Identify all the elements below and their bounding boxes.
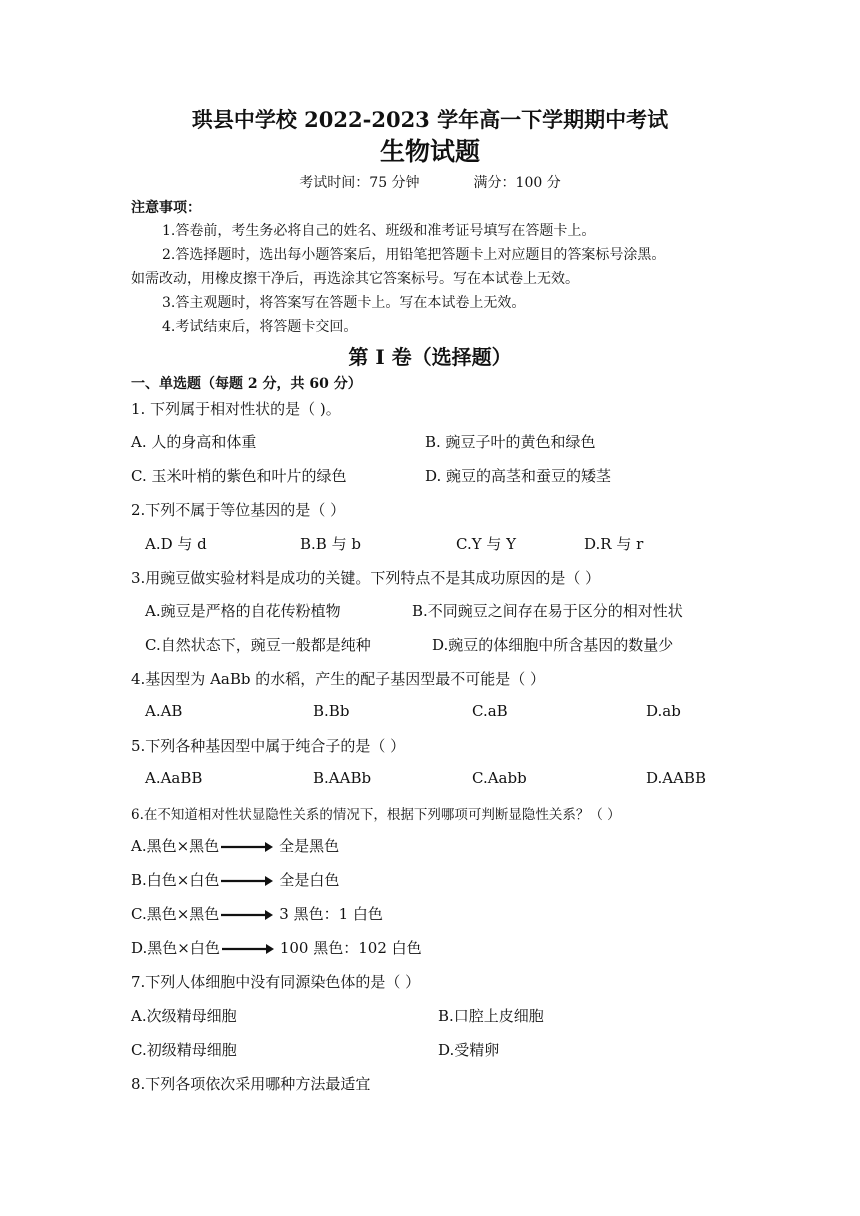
cross-result: 全是白色 <box>279 871 340 889</box>
option: B.Bb <box>313 702 350 720</box>
arrow-icon <box>221 841 273 853</box>
option: B.AABb <box>313 769 372 787</box>
option: C.Y 与 Y <box>456 535 517 553</box>
notice-item: 2.答选择题时，选出每小题答案后，用铅笔把答题卡上对应题目的答案标号涂黑。 <box>162 247 666 263</box>
option: A.D 与 d <box>145 535 207 553</box>
question-stem: 8.下列各项依次采用哪种方法最适宜 <box>131 1075 371 1093</box>
option: D.AABB <box>646 769 706 787</box>
cross-parents: B.白色×白色 <box>131 871 220 889</box>
option: D. 豌豆的高茎和蚕豆的矮茎 <box>425 467 612 485</box>
question-stem: 7.下列人体细胞中没有同源染色体的是（ ） <box>131 973 421 991</box>
arrow-icon <box>221 909 273 921</box>
option: D.受精卵 <box>438 1041 500 1059</box>
notice-item: 4.考试结束后，将答题卡交回。 <box>162 319 358 335</box>
cross-result: 全是黑色 <box>279 837 340 855</box>
notice-heading: 注意事项： <box>131 200 201 216</box>
cross-option <box>131 835 339 856</box>
full-score: 满分：100 分 <box>473 175 561 191</box>
section-part: 一、单选题（每题 2 分，共 60 分） <box>131 376 362 392</box>
notice-item: 3.答主观题时，将答案写在答题卡上。写在本试卷上无效。 <box>162 295 526 311</box>
option: B.口腔上皮细胞 <box>438 1007 544 1025</box>
question-stem: 1. 下列属于相对性状的是（ )。 <box>131 400 341 418</box>
option: D.R 与 r <box>584 535 644 553</box>
cross-parents: D.黑色×白色 <box>131 939 220 957</box>
option: A.次级精母细胞 <box>131 1007 237 1025</box>
exam-title: 珙县中学校 2022-2023 学年高一下学期期中考试 <box>191 107 669 132</box>
cross-result: 100 黑色：102 白色 <box>279 939 422 957</box>
option: C.aB <box>472 702 508 720</box>
question-stem: 4.基因型为 AaBb 的水稻，产生的配子基因型最不可能是（ ） <box>131 670 546 688</box>
cross-option <box>131 937 422 958</box>
option: C. 玉米叶梢的紫色和叶片的绿色 <box>131 467 347 485</box>
option: A.AB <box>145 702 183 720</box>
question-stem: 2.下列不属于等位基因的是（ ） <box>131 501 346 519</box>
arrow-icon <box>221 875 273 887</box>
option: B.不同豌豆之间存在易于区分的相对性状 <box>412 602 683 620</box>
option: C.自然状态下，豌豆一般都是纯种 <box>145 636 371 654</box>
notice-item: 1.答卷前，考生务必将自己的姓名、班级和准考证号填写在答题卡上。 <box>162 223 596 239</box>
question-stem: 6.在不知道相对性状显隐性关系的情况下，根据下列哪项可判断显隐性关系？（ ） <box>131 807 621 823</box>
notice-item: 如需改动，用橡皮擦干净后，再选涂其它答案标号。写在本试卷上无效。 <box>131 271 579 287</box>
option: C.初级精母细胞 <box>131 1041 237 1059</box>
option: A.豌豆是严格的自花传粉植物 <box>145 602 341 620</box>
option: D.豌豆的体细胞中所含基因的数量少 <box>432 636 674 654</box>
subject-title: 生物试题 <box>379 137 480 166</box>
option: A.AaBB <box>145 769 203 787</box>
cross-result: 3 黑色：1 白色 <box>279 905 383 923</box>
option: B.B 与 b <box>300 535 361 553</box>
question-stem: 5.下列各种基因型中属于纯合子的是（ ） <box>131 737 406 755</box>
option: A. 人的身高和体重 <box>131 433 257 451</box>
exam-meta <box>0 172 860 192</box>
exam-time: 考试时间：75 分钟 <box>299 175 420 191</box>
cross-parents: A.黑色×黑色 <box>131 837 220 855</box>
option: C.Aabb <box>472 769 527 787</box>
arrow-icon <box>222 943 274 955</box>
section-title: 第 I 卷（选择题） <box>348 345 512 369</box>
cross-option <box>131 903 383 924</box>
cross-option <box>131 869 339 890</box>
option: D.ab <box>646 702 681 720</box>
cross-parents: C.黑色×黑色 <box>131 905 220 923</box>
option: B. 豌豆子叶的黄色和绿色 <box>425 433 596 451</box>
question-stem: 3.用豌豆做实验材料是成功的关键。下列特点不是其成功原因的是（ ） <box>131 569 601 587</box>
